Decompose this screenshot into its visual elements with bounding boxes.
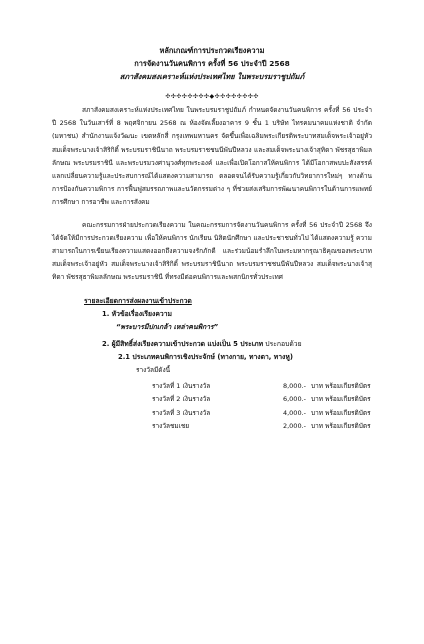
submission-details-section xyxy=(52,295,372,434)
header-title: หลักเกณฑ์การประกวดเรียงความ xyxy=(159,46,265,55)
document-header xyxy=(52,44,372,83)
eligibility-heading xyxy=(102,338,372,351)
intro-paragraph: สภาสังคมสงเคราะห์แห่งประเทศไทย ในพระบรมราชูปถัมภ์ กำหนดจัดงานวันคนพิการ ครั้งที่ 56 ประจำปี 2568 ในวันเสาร์ที่ 8 พฤศจิกายน 2568 ณ ห้องจัดเลี้ยงอาคาร 9 ชั้น 1 บริษัท ไทรคมนาคมแห่งชาติ จำกัด (มหาชน) สำนักงานแจ้งวัฒนะ เขตหลักสี่ กรุงเทพมหานคร จัดขึ้นเพื่อเฉลิมพระเกียรติพระบาทสมเด็จพระเจ้าอยู่หัว สมเด็จพระนางเจ้าสิริกิติ์ พระบรมราชินีนาถ พระบรมราชชนนีพันปีหลวง และสมเด็จพระนางเจ้าสุทิดา พัชรสุธาพิมลลักษณ พระบรมราชินี และพระบรมวงศานุวงศ์ทุกพระองค์ และเพื่อเปิดโอกาสให้คนพิการ ได้มีโอกาสพบปะสังสรรค์ แลกเปลี่ยนความรู้และประสบการณ์ได้แสดงความสามารถ ตลอดจนได้รับความรู้เกี่ยวกับวิทยาการใหม่ๆ ทางด้านการป้องกันความพิการ การฟื้นฟูสมรรถภาพและนวัตกรรมต่าง ๆ ที่ช่วยส่งเสริมการพัฒนาคนพิการในด้านการแพทย์ การศึกษา การอาชีพ และการสังคม xyxy=(52,106,372,207)
category-heading xyxy=(118,351,372,364)
header-organization: สภาสังคมสงเคราะห์แห่งประเทศไทย ในพระบรมราชูปถัมภ์ xyxy=(119,72,305,81)
prize-row xyxy=(152,393,372,407)
prize-label: รางวัลชมเชย xyxy=(152,422,190,431)
prize-amount: 6,000.- xyxy=(282,395,306,404)
prize-suffix: บาท พร้อมเกียรติบัตร xyxy=(311,395,371,404)
category-heading-text: 2.1 ประเภทคนพิการเชิงประจักษ์ (ทางกาย, ทางตา, ทางหู) xyxy=(118,352,293,361)
ornament-divider: ✣✣✣✣✣✣✣✣◆✣✣✣✣✣✣✣✣ xyxy=(165,93,259,100)
prize-amount: 4,000.- xyxy=(282,408,306,417)
section-title: รายละเอียดการส่งผลงานเข้าประกวด xyxy=(84,296,192,305)
purpose-paragraph: คณะกรรมการฝ่ายประกวดเรียงความ ในคณะกรรมการจัดงานวันคนพิการ ครั้งที่ 56 ประจำปี 2568 จึงได้จัดให้มีการประกวดเรียงความ เพื่อให้คนพิการ นักเรียน นิสิตนักศึกษา และประชาชนทั่วไป ได้แสดงความรู้ ความสามารถในการเขียนเรียงความแสดงออกถึงความจงรักภักดี และร่วมน้อมรำลึกในพระมหากรุณาธิคุณของพระบาทสมเด็จพระเจ้าอยู่หัว สมเด็จพระนางเจ้าสิริกิติ์ พระบรมราชินีนาถ พระบรมราชชนนีพันปีหลวง สมเด็จพระนางเจ้าสุทิดา พัชรสุธาพิมลลักษณ พระบรมราชินี ที่ทรงมีต่อคนพิการและพสกนิกรทั่วประเทศ xyxy=(52,220,372,282)
prize-suffix: บาท พร้อมเกียรติบัตร xyxy=(311,422,371,431)
prize-list xyxy=(152,380,372,434)
prize-row xyxy=(152,420,372,434)
prize-caption: รางวัลมีดังนี้ xyxy=(136,365,171,374)
prize-amount: 8,000.- xyxy=(282,381,306,390)
topic-heading: 1. หัวข้อเรื่องเรียงความ xyxy=(102,309,173,318)
prize-label: รางวัลที่ 3 เงินรางวัล xyxy=(152,408,211,417)
prize-suffix: บาท พร้อมเกียรติบัตร xyxy=(311,408,371,417)
prize-row xyxy=(152,380,372,394)
prize-label: รางวัลที่ 2 เงินรางวัล xyxy=(152,395,211,404)
prize-suffix: บาท พร้อมเกียรติบัตร xyxy=(311,381,371,390)
eligibility-heading-suffix: ประกอบด้วย xyxy=(263,339,302,348)
prize-amount: 2,000.- xyxy=(282,422,306,431)
eligibility-heading-text: 2. ผู้มีสิทธิ์ส่งเรียงความเข้าประกวด แบ่งเป็น 5 ประเภท xyxy=(102,339,264,348)
header-event-line: การจัดงานวันคนพิการ ครั้งที่ 56 ประจำปี 2568 xyxy=(134,59,290,68)
document-page xyxy=(0,44,424,644)
prize-row xyxy=(152,407,372,421)
prize-label: รางวัลที่ 1 เงินรางวัล xyxy=(152,381,211,390)
essay-topic: “พระบารมีปกเกล้า เหล่าคนพิการ” xyxy=(116,322,219,331)
